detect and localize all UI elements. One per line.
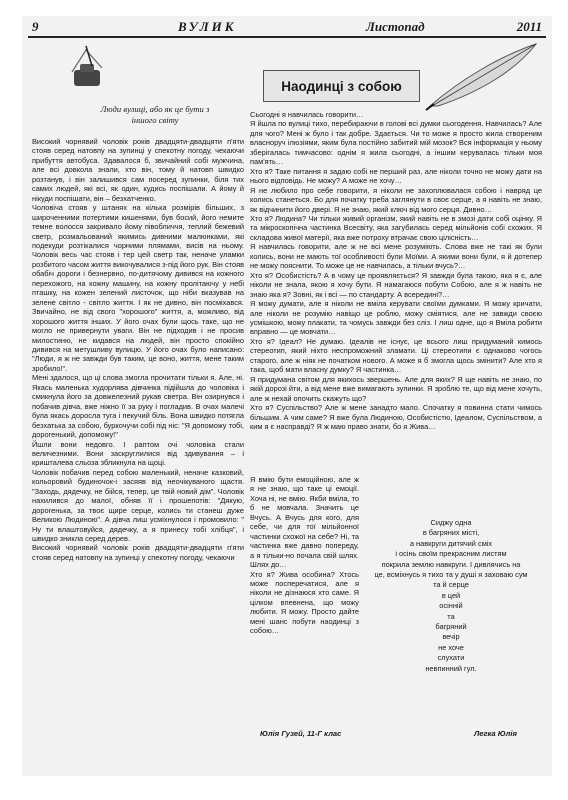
poem-line: а навкруги дитячий смiх [409, 538, 493, 548]
poem-line: слухати [437, 653, 465, 663]
poem-line: Сиджу одна [430, 518, 472, 527]
poem-line: та й серце [433, 580, 469, 590]
poem-line: це, всміхнусь я тихо та у душі я заховаю сум [374, 570, 528, 580]
poem-line: невпинний гул. [425, 663, 477, 673]
poem-line: не хоче [438, 642, 464, 652]
poem-line: вечір [442, 632, 460, 642]
poem-line: і осінь своїм прекрасним листям [395, 549, 507, 559]
page-number: 9 [32, 19, 39, 34]
poem-author: Легка Юлія [474, 729, 517, 738]
paper-title: ВУЛИК [178, 19, 237, 34]
issue-year: 2011 [516, 19, 542, 34]
issue-month: Листопад [366, 19, 425, 34]
poem [362, 518, 540, 698]
left-article-title: Люди вулиці, або як це бути з іншого світу [100, 104, 210, 125]
right-article-body-continued: Я вмію бути емоційною, але ж я не знаю, що таке ці емоції. Хоча ні, не вмію. Якби вміла, то б не мовчала. Значить це Вчусь. А Вчусь для кого, для себе, чи для тої мільйонної частинки схожої на себе? Ні, та частинка вже давно попереду, а я тільки-но почала свій шлях. Шлях до… Хто я? Жива особина? Хтось може посперечатися, але я ніколи не дізнаюся хто саме. Я цілком впевнена, що можу любити. Я можу. Просто дайте мені шанс побути наодинці з собою… [250, 475, 359, 636]
right-article-body: Сьогодні я навчилась говорити… Я йшла по вулиці тихо, перебираючи в голові всі думки сьогодення. Навчилась? Але для чого? Мені ж було і так добре. Здається. Чи то може я просто жила створеним власноруч ілюзіями, яким була постійно забитий мій мозок? Вся інформація у ньому зберігалась тимчасово: однім я жила сьогодні, а іншим керувалась тільки моя пам'ять… Хто я? Таке питання я задаю собі не перший раз, але ніколи точно не можу дати на нього відповідь. Не можу? А може не хочу… Я не любило про себе говорити, я ніколи не захоплювалася собою і навряд це колись станеться. Бо для початку треба заглянути в своє серце, а я навіть не знаю, як відчинити його двері. Я не знаю, який ключ від мого серця. Дивно… Хто я? Людина? Чи тільки живий організм, який навіть не в змозі дати собі оцінку. Я та мікроскопічна частинка Всесвіту, яка загубилась серед мільйонів собі схожих. Я складова живої матерії, яка вже потроху втрачає свою цілісність… Я навчилась говорити, але ж не всі мене розуміють. Слова вже не такі як були колись, вони не мають тої особливості були Моїми. А якими вони були, я й дотепер не можу пояснити. То може це не навчилась, а тільки вчусь?… Хто я? Особистість? А в чому це проявляється? Я завжди була такою, яка я є, але ніколи не знала, якою я хочу бути. Я намагаюся побути Собою, але я ж навіть не знаю яка я? Зовні, як і всі — по стандарту. А всередині?… Я можу думати, але я ніколи не вміла керувати своїми думками. Я можу кричати, але ніколи не розумію навіщо це роблю, можу сміятися, але не завжди своєю усмішкою, можу плакати, та чомусь завжди без сліз. І лиш одне, що я Вміла робити вправно — це мовчати… Хто я? Ідеал? Не думаю. Ідеалів не існує, це всього лиш придуманий кимось стереотип, який ніхто неспроможний зламати. Ці стереотипи є однаково чогось старого, але ж ніяк не початком нового. А може я б змогла щось змінити? Але хто я така, щоб мати власну думку? Я частинка… Я придумана світом для якихось звершень. Але для яких? Я ще навіть не знаю, по якій дорозі йти, а від мене вже вимагають зупинки. Я зроблю те, що від мене хочуть, але ж нехай опочить скажуть що? Хто я? Суспільство? Але ж мене занадто мало. Спочатку я повинна стати чимось більшим. А чим саме? Я вже була Людиною, Особистістю, Ідеалом, Суспільством, а ким я є насправді? Я ж маю право знати, бо я Жива… [250, 110, 542, 431]
poem-line: осінній [439, 601, 463, 611]
poem-line: покрила землю навкруги. І дивлячись на [381, 559, 521, 569]
poem-line: в багряних містi, [422, 528, 480, 538]
poem-line: та [447, 611, 455, 621]
inkwell-icon [62, 42, 110, 92]
right-article-author: Юлія Гузей, 11-Г клас [260, 729, 342, 738]
poem-line: в цей [441, 590, 461, 600]
quill-pen-icon [420, 40, 540, 112]
poem-line: багряний [435, 622, 467, 632]
left-article-body: Високий чорнявий чоловік років двадцяти-двадцяти п'яти стояв серед натовпу на зупинці у спекотну погоду, чекаючи прибуття автобуса. Здавалося б, звичайний собі мужчина, але всі довкола знали, хто він, тому й натовп швидко розтанув, і він залишився сам посеред зупинки, біля тих самих людей, які всі, як один, кудись поспішали. А йому й нікуди поспішати, він – безхатченко. Чоловіча стояв у штанях на кілька розмірів більших, з широченними потертими кишенями, був босий, його немите темне волосся закривало йому півобличчя, теплий бежевий светр, розмальований якимись дивними малюнками, які подекуди розтікалися чорними плямами, висів на ньому. Чоловік весь час стояв і тер цей светр так, неначе уламки розбитого часом життя викочувалися з-під його рук. Він стояв обабіч дороги і безнервно, по-дитячому дивився на кожного перехожого, на кожну машину, на кожну пролітаючу у небі пташку, на кожен зелений листочок, що ніби вказував на зелене світло - світло життя. І як не дивно, він посміхався. Звичайно, не від свого "хорошого" життя, а, можливо, від хорошого життя інших. У його очах були щось таке, що не могло не привернути уваги. Він не підходив і не просив милостиню, не кидався на людей, він просто спокійно дивився на метушливу вулицю. У його очах було написано: "Люди, я ж не завжди був таким, це воно, життя, мене таким зробило!". Мені здалося, що ці слова змогла прочитати тільки я. Але, ні. Якась маленька худорлява дівчинка підійшла до чоловіка і смикнула його за довжелезний рукав светра. Він озирнувся і побачив дівча, вже ніжно її за руку і погладив. В очах малечі була якась доросла туга і пекучий біль. Вона швидко потягла безхатька за собою, буркочучи собі під ніс: "Я допоможу тобі, дорогенький, допоможу!" Йшли вони недовго. І раптом очі чоловіка стали величезними. Вони заскруглилися від здивування – і кришталева сльоза збликнула на щоці. Чоловік побачив перед собою маленький, неначе казковий, кольоровий будиночок-і засяяв від неочікуваного щастя. "Заходь, дядечку, не бійся, тепер, це твій новий дім". Чоловік нахилився до малої, обняв її і прошепотів: "Дякую, дорогенька, за твоє щире серце, колись ти станеш дуже Великою Людиною". А дівча лиш усміхнулося і промовило: " Ну ти влаштовуйся, дядечку, а я принесу тобі хлібця", і швидко зникла серед дерев. Високий чорнявий чоловік років двадцяти-двадцяти п'яти стояв серед натовпу на зупинці у спекотну погоду, чекаючи [32, 137, 244, 562]
page-header [28, 18, 546, 38]
right-article-title: Наодинці з собою [263, 70, 420, 102]
